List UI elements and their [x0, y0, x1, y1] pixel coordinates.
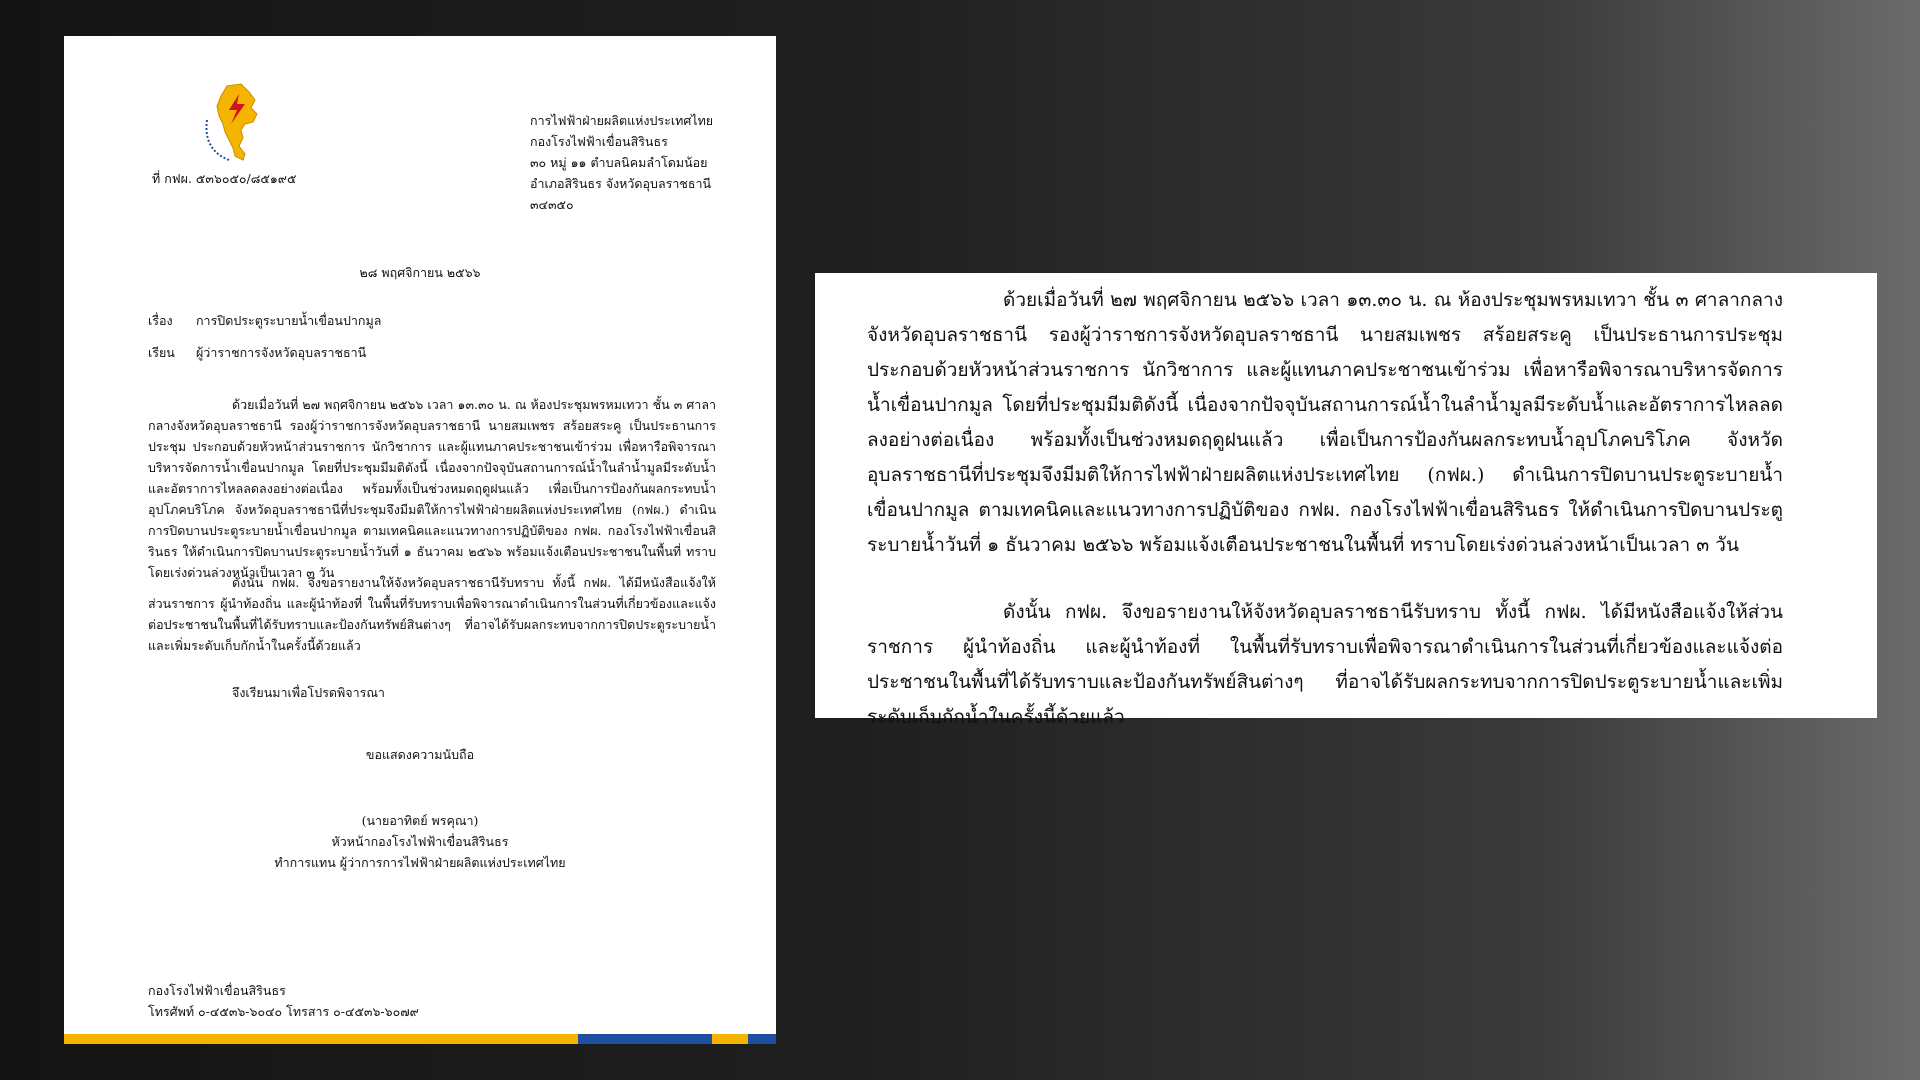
- signer-acting-title: ทำการแทน ผู้ว่าการการไฟฟ้าฝ่ายผลิตแห่งประเทศไทย: [274, 855, 566, 870]
- sender-line: ๓๐ หมู่ ๑๑ ตำบลนิคมลำโดมน้อย: [530, 155, 708, 170]
- recipient-label: เรียน: [148, 345, 175, 360]
- reference-number: ที่ กฟผ. ๕๓๖๐๕๐/๘๕๑๙๕: [152, 171, 297, 186]
- footer-color-stripe: [64, 1034, 776, 1044]
- sender-line: การไฟฟ้าฝ่ายผลิตแห่งประเทศไทย: [530, 113, 714, 128]
- footer-org: กองโรงไฟฟ้าเขื่อนสิรินธร: [148, 983, 286, 998]
- closing-request: จึงเรียนมาเพื่อโปรดพิจารณา: [232, 685, 385, 700]
- signer-name: (นายอาทิตย์ พรคุณา): [361, 813, 479, 828]
- egat-logo-icon: [189, 80, 279, 166]
- zoom-paragraph-2: ดังนั้น กฟผ. จึงขอรายงานให้จังหวัดอุบลราชธานีรับทราบ ทั้งนี้ กฟผ. ได้มีหนังสือแจ้งให้ส่วนราชการ ผู้นำท้องถิ่น และผู้นำท้องที่ ในพื้นที่รับทราบเพื่อพิจารณาดำเนินการในส่วนที่เกี่ยวข้องและแจ้งต่อประชาชนในพื้นที่ได้รับทราบและป้องกันทรัพย์สินต่างๆ ที่อาจได้รับผลกระทบจากการปิดประตูระบายน้ำและเพิ่มระดับเก็บกักน้ำในครั้งนี้ด้วยแล้ว: [867, 601, 1783, 728]
- body-paragraph-1: ด้วยเมื่อวันที่ ๒๗ พฤศจิกายน ๒๕๖๖ เวลา ๑๓.๓๐ น. ณ ห้องประชุมพรหมเทวา ชั้น ๓ ศาลากลางจังหวัดอุบลราชธานี รองผู้ว่าราชการจังหวัดอุบลราชธานี นายสมเพชร สร้อยสระคู เป็นประธานการประชุม ประกอบด้วยหัวหน้าส่วนราชการ นักวิชาการ และผู้แทนภาคประชาชนเข้าร่วม เพื่อหารือพิจารณาบริหารจัดการน้ำเขื่อนปากมูล โดยที่ประชุมมีมติดังนี้ เนื่องจากปัจจุบันสถานการณ์น้ำในลำน้ำมูลมีระดับน้ำและอัตราการไหลลดลงอย่างต่อเนื่อง พร้อมทั้งเป็นช่วงหมดฤดูฝนแล้ว เพื่อเป็นการป้องกันผลกระทบน้ำอุปโภคบริโภค จังหวัดอุบลราชธานีที่ประชุมจึงมีมติให้การไฟฟ้าฝ่ายผลิตแห่งประเทศไทย (กฟผ.) ดำเนินการปิดบานประตูระบายน้ำเขื่อนปากมูล ตามเทคนิคและแนวทางการปฏิบัติของ กฟผ. กองโรงไฟฟ้าเขื่อนสิรินธร ให้ดำเนินการปิดบานประตูระบายน้ำวันที่ ๑ ธันวาคม ๒๕๖๖ พร้อมแจ้งเตือนประชาชนในพื้นที่ ทราบโดยเร่งด่วนล่วงหน้าเป็นเวลา ๓ วัน: [148, 397, 716, 580]
- stripe-segment: [64, 1034, 578, 1044]
- letter-date: ๒๘ พฤศจิกายน ๒๕๖๖: [359, 265, 481, 280]
- sender-address: [530, 110, 750, 215]
- recipient-line: [148, 342, 366, 363]
- recipient-text: ผู้ว่าราชการจังหวัดอุบลราชธานี: [195, 345, 367, 360]
- subject-label: เรื่อง: [148, 313, 173, 328]
- sender-line: ๓๔๓๕๐: [530, 197, 574, 212]
- closing-regards: ขอแสดงความนับถือ: [365, 747, 475, 762]
- stripe-segment: [712, 1034, 748, 1044]
- signer-title: หัวหน้ากองโรงไฟฟ้าเขื่อนสิรินธร: [331, 834, 509, 849]
- zoom-paragraph-1: ด้วยเมื่อวันที่ ๒๗ พฤศจิกายน ๒๕๖๖ เวลา ๑๓.๓๐ น. ณ ห้องประชุมพรหมเทวา ชั้น ๓ ศาลากลางจังหวัดอุบลราชธานี รองผู้ว่าราชการจังหวัดอุบลราชธานี นายสมเพชร สร้อยสระคู เป็นประธานการประชุมประกอบด้วยหัวหน้าส่วนราชการ นักวิชาการ และผู้แทนภาคประชาชนเข้าร่วม เพื่อหารือพิจารณาบริหารจัดการน้ำเขื่อนปากมูล โดยที่ประชุมมีมติดังนี้ เนื่องจากปัจจุบันสถานการณ์น้ำในลำน้ำมูลมีระดับน้ำและอัตราการไหลลดลงอย่างต่อเนื่อง พร้อมทั้งเป็นช่วงหมดฤดูฝนแล้ว เพื่อเป็นการป้องกันผลกระทบน้ำอุปโภคบริโภค จังหวัดอุบลราชธานีที่ประชุมจึงมีมติให้การไฟฟ้าฝ่ายผลิตแห่งประเทศไทย (กฟผ.) ดำเนินการปิดบานประตูระบายน้ำเขื่อนปากมูล ตามเทคนิคและแนวทางการปฏิบัติของ กฟผ. กองโรงไฟฟ้าเขื่อนสิรินธร ให้ดำเนินการปิดบานประตูระบายน้ำวันที่ ๑ ธันวาคม ๒๕๖๖ พร้อมแจ้งเตือนประชาชนในพื้นที่ ทราบโดยเร่งด่วนล่วงหน้าเป็นเวลา ๓ วัน: [867, 289, 1783, 556]
- letter-footer: [148, 980, 419, 1022]
- body-paragraph-2: ดังนั้น กฟผ. จึงขอรายงานให้จังหวัดอุบลราชธานีรับทราบ ทั้งนี้ กฟผ. ได้มีหนังสือแจ้งให้ส่วนราชการ ผู้นำท้องถิ่น และผู้นำท้องที่ ในพื้นที่รับทราบเพื่อพิจารณาดำเนินการในส่วนที่เกี่ยวข้องและแจ้งต่อประชาชนในพื้นที่ได้รับทราบและป้องกันทรัพย์สินต่างๆ ที่อาจได้รับผลกระทบจากการปิดประตูระบายน้ำและเพิ่มระดับเก็บกักน้ำในครั้งนี้ด้วยแล้ว: [148, 575, 716, 653]
- sender-line: อำเภอสิรินธร จังหวัดอุบลราชธานี: [530, 176, 712, 191]
- subject-text: การปิดประตูระบายน้ำเขื่อนปากมูล: [195, 313, 382, 328]
- footer-contact: โทรศัพท์ ๐-๔๕๓๖-๖๐๔๐ โทรสาร ๐-๔๕๓๖-๖๐๗๙: [148, 1004, 419, 1019]
- stripe-segment: [578, 1034, 712, 1044]
- zoomed-excerpt-panel: [815, 273, 1877, 728]
- sender-line: กองโรงไฟฟ้าเขื่อนสิรินธร: [530, 134, 668, 149]
- thailand-map-shape: [217, 84, 257, 160]
- signature-block: [64, 810, 776, 873]
- stripe-segment: [748, 1034, 776, 1044]
- letter-page: [64, 36, 776, 1044]
- subject-line: [148, 310, 381, 331]
